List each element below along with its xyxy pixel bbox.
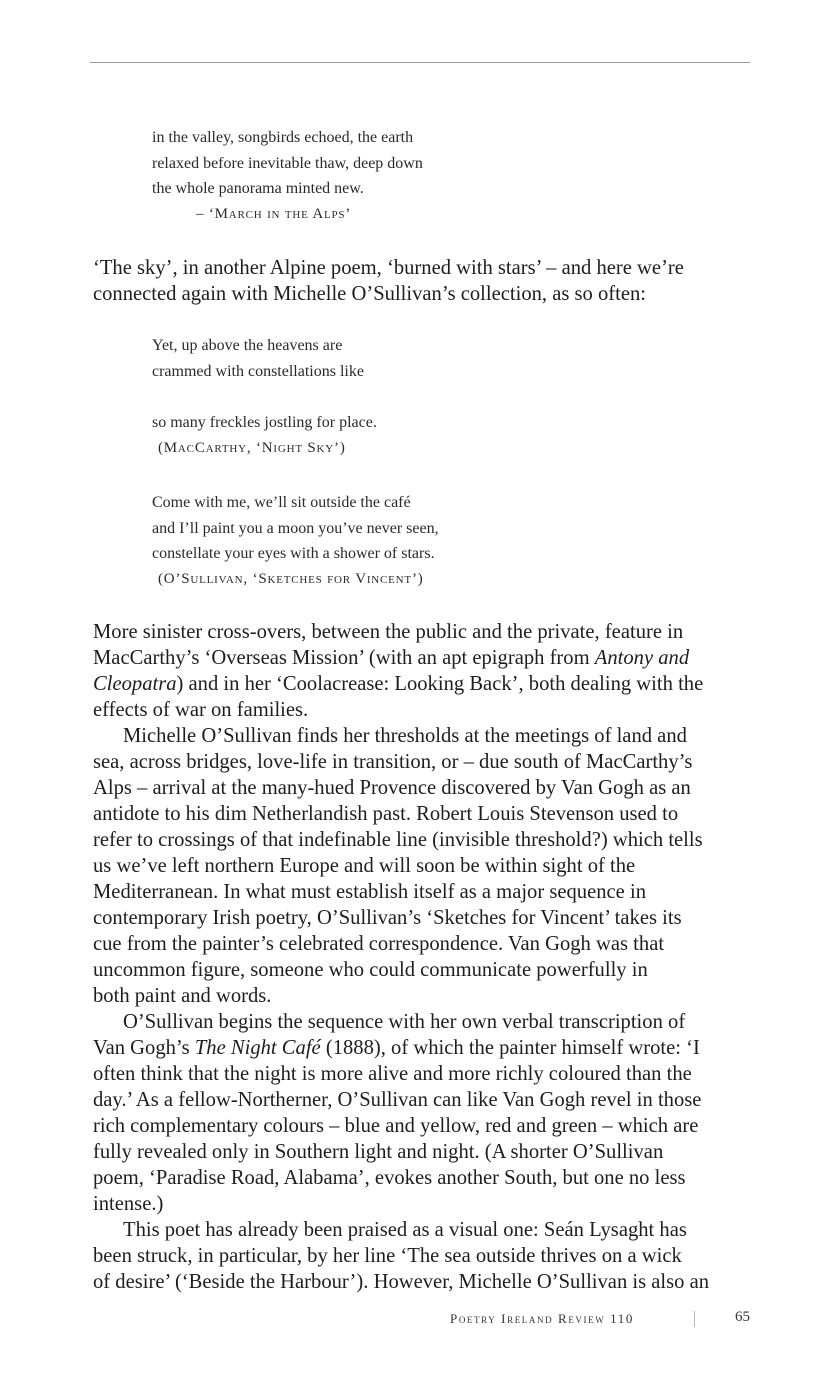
block-quote-march-in-the-alps — [152, 125, 423, 227]
quote-line: the whole panorama minted new. — [152, 180, 364, 197]
paragraph-line: often think that the night is more alive and more richly coloured than the — [93, 1063, 692, 1085]
italic-title: Cleopatra — [93, 673, 177, 695]
quote-line: Come with me, we’ll sit outside the café — [152, 494, 411, 511]
italic-title: Antony and — [594, 647, 690, 669]
paragraph-line: poem, ‘Paradise Road, Alabama’, evokes another South, but one no less — [93, 1167, 686, 1189]
paragraph-line: both paint and words. — [93, 985, 272, 1007]
paragraph-line — [93, 1035, 755, 1061]
paragraph-line: antidote to his dim Netherlandish past. Robert Louis Stevenson used to — [93, 803, 679, 825]
paragraph-line: us we’ve left northern Europe and will soon be within sight of the — [93, 855, 636, 877]
body-paragraphs — [93, 619, 755, 1295]
italic-title: The Night Café — [194, 1037, 321, 1059]
paragraph-line: sea, across bridges, love-life in transition, or – due south of MacCarthy’s — [93, 751, 693, 773]
quote-line: and I’ll paint you a moon you’ve never seen, — [152, 519, 439, 537]
paragraph-line: effects of war on families. — [93, 699, 309, 721]
text-run: ) and in her ‘Coolacrease: Looking Back’, both dealing with the — [176, 673, 704, 695]
paragraph-line: Alps – arrival at the many-hued Provence discovered by Van Gogh as an — [93, 777, 691, 799]
paragraph-line: More sinister cross-overs, between the public and the private, feature in — [93, 621, 684, 643]
quote-line: constellate your eyes with a shower of stars. — [152, 545, 435, 562]
quote-line: so many freckles jostling for place. — [152, 414, 377, 431]
paragraph-line: cue from the painter’s celebrated correspondence. Van Gogh was that — [93, 933, 665, 955]
paragraph-line: O’Sullivan begins the sequence with her own verbal transcription of — [123, 1011, 686, 1033]
text-run: Van Gogh’s — [93, 1037, 195, 1059]
paragraph-intro — [93, 255, 755, 307]
quote-line: in the valley, songbirds echoed, the earth — [152, 129, 414, 146]
paragraph-line — [93, 671, 755, 697]
quote-line: crammed with constellations like — [152, 362, 364, 380]
quote-line: relaxed before inevitable thaw, deep down — [152, 154, 423, 172]
text-run: MacCarthy’s ‘Overseas Mission’ (with an apt epigraph from — [93, 647, 595, 669]
header-rule — [90, 62, 750, 63]
paragraph-line: rich complementary colours – blue and yellow, red and green – which are — [93, 1115, 699, 1137]
paragraph-line: intense.) — [93, 1193, 164, 1215]
quote-line: Yet, up above the heavens are — [152, 337, 343, 354]
paragraph-line: day.’ As a fellow-Northerner, O’Sullivan can like Van Gogh revel in those — [93, 1089, 702, 1111]
paragraph-line: uncommon figure, someone who could communicate powerfully in — [93, 959, 648, 981]
paragraph-line: refer to crossings of that indefinable line (invisible threshold?) which tells — [93, 829, 703, 851]
paragraph-line: This poet has already been praised as a visual one: Seán Lysaght has — [123, 1219, 687, 1241]
paragraph-line: connected again with Michelle O’Sullivan’s collection, as so often: — [93, 283, 647, 305]
footer-divider — [694, 1311, 695, 1327]
paragraph-line: contemporary Irish poetry, O’Sullivan’s ‘Sketches for Vincent’ takes its — [93, 907, 682, 929]
quote-attribution: (MacCarthy, ‘Night Sky’) — [158, 439, 346, 456]
paragraph-line: Michelle O’Sullivan finds her thresholds at the meetings of land and — [123, 725, 687, 747]
block-quote-night-sky — [152, 333, 377, 461]
quote-attribution: (O’Sullivan, ‘Sketches for Vincent’) — [158, 570, 424, 587]
text-run: (1888), of which the painter himself wrote: ‘I — [320, 1037, 700, 1059]
page-number: 65 — [735, 1309, 750, 1325]
paragraph-line: fully revealed only in Southern light and night. (A shorter O’Sullivan — [93, 1141, 664, 1163]
paragraph-line: of desire’ (‘Beside the Harbour’). However, Michelle O’Sullivan is also an — [93, 1271, 710, 1293]
quote-attribution: – ‘March in the Alps’ — [196, 205, 352, 222]
paragraph-line: Mediterranean. In what must establish itself as a major sequence in — [93, 881, 646, 903]
paragraph-line: ‘The sky’, in another Alpine poem, ‘burned with stars’ – and here we’re — [93, 257, 684, 279]
block-quote-sketches-for-vincent — [152, 490, 439, 592]
paragraph-line — [93, 645, 755, 671]
paragraph-line: been struck, in particular, by her line ‘The sea outside thrives on a wick — [93, 1245, 682, 1267]
journal-title: Poetry Ireland Review 110 — [450, 1311, 634, 1326]
